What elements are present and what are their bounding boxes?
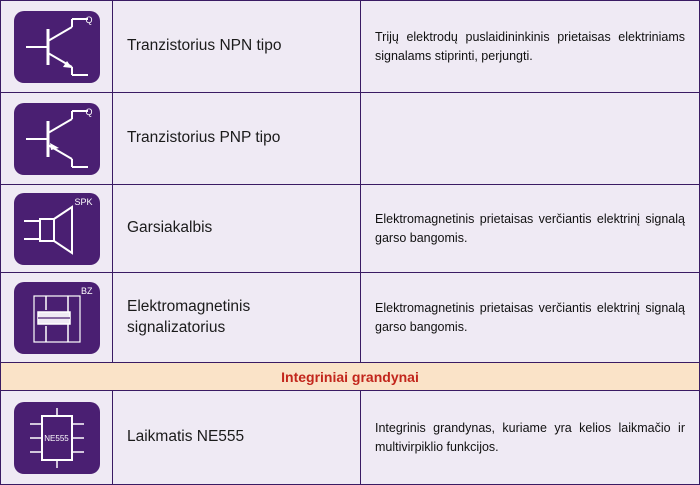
component-name: Tranzistorius NPN tipo [127, 37, 282, 55]
component-description-cell [361, 391, 699, 484]
ne555-ic-symbol [14, 402, 100, 474]
symbol-cell [1, 391, 113, 484]
component-description: Elektromagnetinis prietaisas verčiantis elektrinį signalą garso bangomis. [375, 300, 685, 334]
symbol-designator: NE555 [44, 433, 69, 443]
buzzer-symbol [14, 282, 100, 354]
component-description-cell [361, 185, 699, 272]
symbol-cell [1, 1, 113, 92]
npn-transistor-symbol [14, 11, 100, 83]
component-name-cell [113, 93, 361, 184]
component-name: Laikmatis NE555 [127, 428, 245, 446]
symbol-cell [1, 273, 113, 362]
component-name-cell [113, 273, 361, 362]
component-name: Tranzistorius PNP tipo [127, 129, 281, 147]
component-description: Trijų elektrodų puslaidininkinis prietaisas elektriniams signalams stiprinti, perjungti. [375, 29, 685, 63]
component-description-cell [361, 1, 699, 92]
table-row [1, 1, 699, 93]
symbol-cell [1, 185, 113, 272]
component-description: Elektromagnetinis prietaisas verčiantis elektrinį signalą garso bangomis. [375, 211, 685, 245]
symbol-designator: Q [85, 14, 93, 25]
symbol-designator: BZ [80, 285, 93, 296]
component-name: Garsiakalbis [127, 219, 213, 237]
component-description-cell [361, 93, 699, 184]
pnp-transistor-symbol [14, 103, 100, 175]
component-name-cell [113, 1, 361, 92]
section-heading: Integriniai grandynai [281, 368, 419, 385]
loudspeaker-symbol [14, 193, 100, 265]
component-name: Elektromagnetinis signalizatorius [127, 297, 251, 336]
component-name-cell [113, 185, 361, 272]
component-description: Integrinis grandynas, kuriame yra kelios laikmačio ir multivirpiklio funkcijos. [375, 420, 685, 454]
section-heading-row [1, 363, 699, 391]
symbol-designator: SPK [74, 196, 93, 207]
component-description-cell [361, 273, 699, 362]
component-name-cell [113, 391, 361, 484]
symbol-designator: Q [85, 106, 93, 117]
symbol-cell [1, 93, 113, 184]
table-row [1, 185, 699, 273]
table-row [1, 391, 699, 484]
table-row [1, 273, 699, 363]
table-row [1, 93, 699, 185]
